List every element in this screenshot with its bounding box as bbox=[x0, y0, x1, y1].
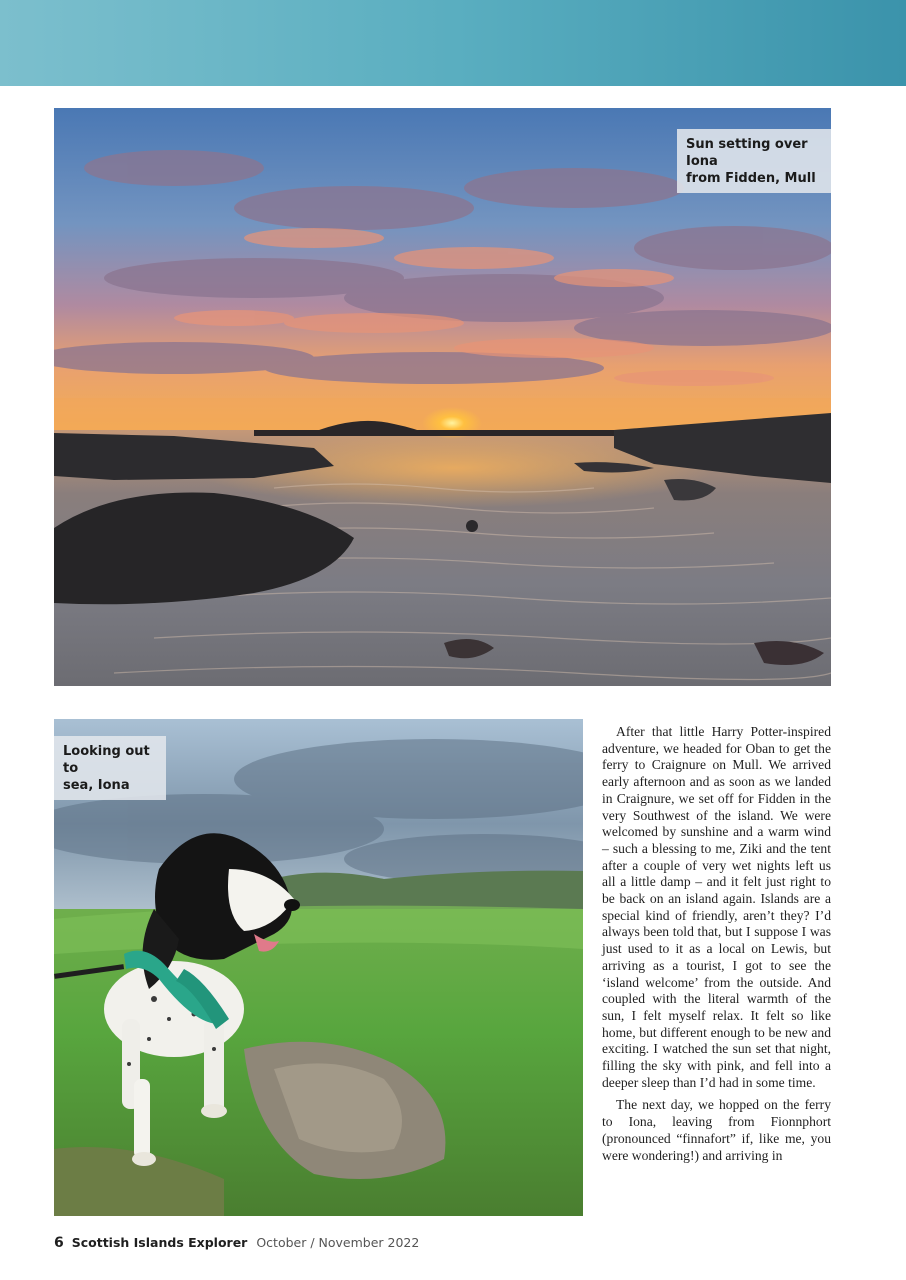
sunset-caption-line2: from Fidden, Mull bbox=[686, 171, 816, 186]
sunset-photo bbox=[54, 108, 831, 686]
sunset-caption-line1: Sun setting over Iona bbox=[686, 137, 808, 169]
sunset-caption bbox=[677, 129, 831, 193]
page-number: 6 bbox=[54, 1235, 64, 1251]
page-footer bbox=[54, 1235, 419, 1253]
header-band bbox=[0, 0, 906, 86]
article-paragraph: After that little Harry Potter-inspired adventure, we headed for Oban to get the ferry to Craignure on Mull. We arrived early afternoon and as soon as we landed in Craignure, we set off for Fidden in the very Southwest of the island. We were welcomed by sunshine and a warm wind – such a blessing to me, Ziki and the tent after a couple of very wet nights left us all a little damp – and it felt just right to be back on an island again. Islands are a special kind of friendly, aren’t they? I’d always been told that, but I suppose I was just used to it as a local on Lewis, but arriving as a tourist, I got to see the ‘island welcome’ from the outside. And coupled with the literal warmth of the sun, I felt myself relax. It felt so like home, but different enough to be new and exciting. I watched the sun set that night, filling the sky with pink, and fell into a deeper sleep than I’d had in some time. bbox=[602, 724, 831, 1090]
dog-photo bbox=[54, 719, 583, 1216]
magazine-title: Scottish Islands Explorer bbox=[71, 1235, 248, 1250]
article-paragraph: The next day, we hopped on the ferry to Iona, leaving from Fionnphort (pronounced “finnafort” if, like me, you were wondering!) and arriving in bbox=[602, 1097, 831, 1163]
dog-caption-line1: Looking out to bbox=[63, 744, 150, 776]
dog-caption-line2: sea, Iona bbox=[63, 778, 130, 793]
article-body bbox=[602, 724, 831, 1170]
issue-date: October / November 2022 bbox=[256, 1235, 420, 1250]
dog-caption bbox=[54, 736, 166, 800]
sunset-image bbox=[54, 108, 831, 686]
